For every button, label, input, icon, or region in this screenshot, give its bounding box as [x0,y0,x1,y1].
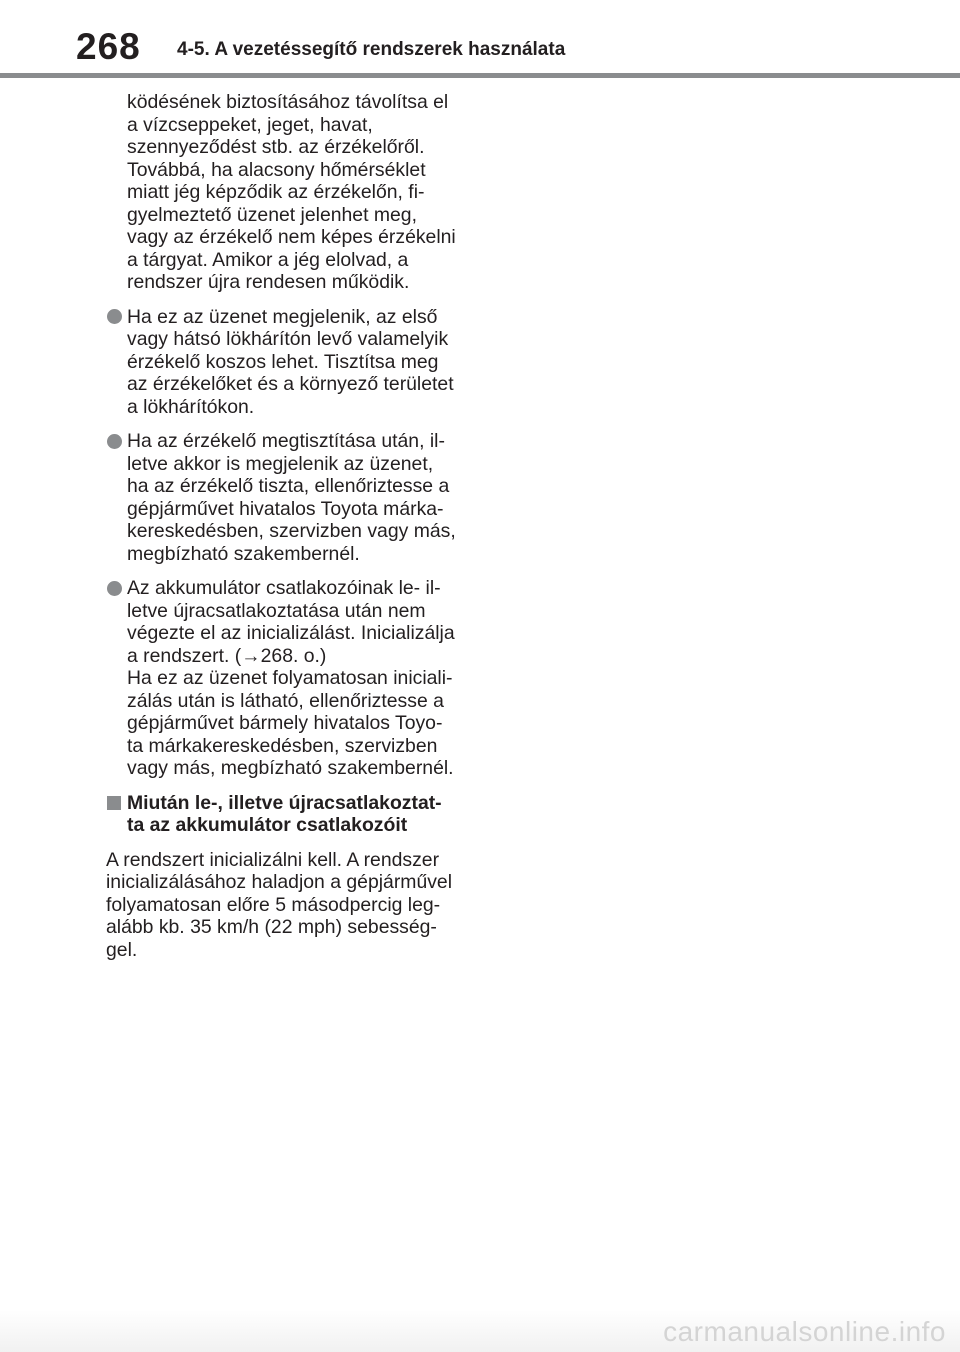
text-line: Továbbá, ha alacsony hőmérséklet [127,158,426,181]
text-line: Ha ez az üzenet megjelenik, az első [127,305,438,328]
text-line: Az akkumulátor csatlakozóinak le- il- [127,577,441,599]
text-line: letve akkor is megjelenik az üzenet, [127,452,434,475]
text-line: Ha az érzékelő megtisztítása után, il- [127,430,445,452]
text-line: vagy más, megbízható szakembernél. [127,757,454,779]
text-line: ha az érzékelő tiszta, ellenőriztesse a [127,475,450,497]
page-reference: a rendszert. (→268. o.) [127,644,327,667]
text-line: a lökhárítókon. [127,395,255,418]
text-line: gépjárművet hivatalos Toyota márka- [127,497,444,520]
text-line: a vízcseppeket, jeget, havat, [127,113,373,136]
text-line: érzékelő koszos lehet. Tisztítsa meg [127,350,439,373]
text-line: gyelmeztető üzenet jelenhet meg, [127,203,417,226]
body-paragraph [106,849,466,962]
watermark: carmanualsonline.info [663,1316,946,1347]
text-line: ködésének biztosításához távolítsa el [127,91,449,113]
text-line: rendszer újra rendesen működik. [127,271,410,293]
text-line: szennyeződést stb. az érzékelőről. [127,136,425,158]
text-line: A rendszert inicializálni kell. A rendszer [106,848,440,871]
main-content [106,91,466,961]
text-line: folyamatosan előre 5 másodpercig leg- [106,893,441,916]
bullet-dot-icon [107,434,122,449]
page-header [0,0,960,80]
page-number: 268 [76,26,141,67]
text-line: gel. [106,938,138,961]
bullet-dot-icon [107,581,122,596]
subsection-heading [106,792,466,837]
text-line: letve újracsatlakoztatása után nem [127,599,426,622]
text-line: ta márkakereskedésben, szervizben [127,734,438,757]
text-line: megbízható szakembernél. [127,542,360,565]
text-line: zálás után is látható, ellenőriztesse a [127,689,444,712]
text-line: végezte el az inicializálást. Inicializálja [127,622,455,644]
heading-line: Miután le-, illetve újracsatlakoztat- [127,791,442,814]
bullet-item-still-appears [106,430,466,565]
text-line: az érzékelőket és a környező területet [127,373,454,395]
text-line: gépjárművet bármely hivatalos Toyo- [127,712,443,734]
text-line: miatt jég képződik az érzékelőn, fi- [127,181,425,203]
intro-paragraph [106,91,466,294]
text-line: inicializálásához haladjon a gépjárművel [106,871,453,893]
text-line: vagy hátsó lökhárítón levő valamelyik [127,328,449,350]
text-line: vagy az érzékelő nem képes érzékelni [127,226,456,248]
text-line: alább kb. 35 km/h (22 mph) sebesség- [106,916,437,938]
heading-square-icon [107,796,121,810]
bullet-item-battery-initialization [106,577,466,780]
bullet-dot-icon [107,309,122,324]
section-title: 4-5. A vezetéssegítő rendszerek használata [177,39,566,60]
header-divider [0,73,960,78]
heading-line: ta az akkumulátor csatlakozóit [127,814,408,836]
bullet-item-dirty-sensor [106,306,466,419]
text-line: Ha ez az üzenet folyamatosan iniciali- [127,667,453,689]
text-line: kereskedésben, szervizben vagy más, [127,520,456,542]
text-line: a tárgyat. Amikor a jég elolvad, a [127,248,409,271]
